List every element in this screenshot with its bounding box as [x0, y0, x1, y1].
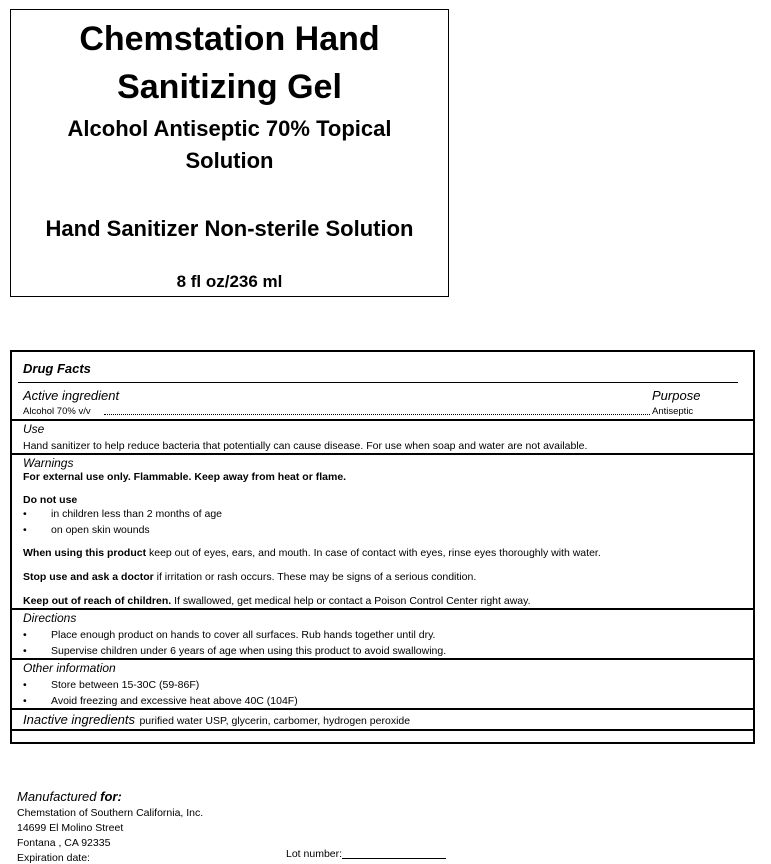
product-subtitle-line2: Solution [185, 148, 274, 173]
divider [12, 708, 753, 710]
divider [12, 608, 753, 610]
purpose: Antiseptic [652, 406, 694, 417]
lot-number-label: Lot number: [286, 848, 446, 860]
product-name-line2: Sanitizing Gel [117, 68, 342, 106]
product-size: 8 fl oz/236 ml [176, 272, 283, 291]
active-ingredient: Alcohol 70% v/v [23, 406, 91, 417]
purpose-header: Purpose [652, 388, 701, 403]
manufacturer-city: Fontana , CA 92335 [17, 837, 111, 849]
divider [12, 729, 753, 731]
keep-out-text: Keep out of reach of children. If swallowed, get medical help or contact a Poison Control Center right away. [23, 595, 531, 607]
divider [18, 382, 738, 383]
warning-external: For external use only. Flammable. Keep away from heat or flame. [23, 471, 347, 483]
warnings-header: Warnings [23, 456, 74, 470]
manufacturer-street: 14699 El Molino Street [17, 822, 124, 834]
divider [12, 453, 753, 455]
product-title-panel [10, 9, 449, 297]
do-not-use-label: Do not use [23, 494, 78, 506]
manufactured-for-label: Manufactured for: [17, 789, 122, 804]
drug-facts-panel [10, 350, 755, 744]
divider [12, 658, 753, 660]
product-type: Hand Sanitizer Non-sterile Solution [45, 216, 414, 241]
other-info-header: Other information [23, 661, 116, 675]
drug-facts-title: Drug Facts [23, 361, 91, 376]
when-using-text: When using this product keep out of eyes, ears, and mouth. In case of contact with eyes, rinse eyes thoroughly with water. [23, 547, 601, 559]
manufacturer-name: Chemstation of Southern California, Inc. [17, 807, 204, 819]
directions-header: Directions [23, 611, 77, 625]
expiration-date-label: Expiration date: [17, 852, 90, 864]
other-info-item: • Avoid freezing and excessive heat above 40C (104F) [23, 695, 298, 707]
inactive-ingredients: Inactive ingredients purified water USP, glycerin, carbomer, hydrogen peroxide [23, 712, 411, 727]
do-not-use-item: • in children less than 2 months of age [23, 508, 223, 520]
direction-item: • Place enough product on hands to cover all surfaces. Rub hands together until dry. [23, 629, 436, 641]
product-name-line1: Chemstation Hand [79, 20, 380, 58]
use-text: Hand sanitizer to help reduce bacteria that potentially can cause disease. For use when soap and water are not available. [23, 440, 588, 452]
product-subtitle-line1: Alcohol Antiseptic 70% Topical [67, 116, 392, 141]
direction-item: • Supervise children under 6 years of age when using this product to avoid swallowing. [23, 645, 447, 657]
other-info-item: • Store between 15-30C (59-86F) [23, 679, 200, 691]
dot-leader [104, 414, 650, 415]
divider [12, 419, 753, 421]
active-ingredient-header: Active ingredient [23, 388, 120, 403]
do-not-use-item: • on open skin wounds [23, 524, 150, 536]
stop-use-text: Stop use and ask a doctor if irritation or rash occurs. These may be signs of a serious condition. [23, 571, 477, 583]
use-header: Use [23, 422, 45, 436]
